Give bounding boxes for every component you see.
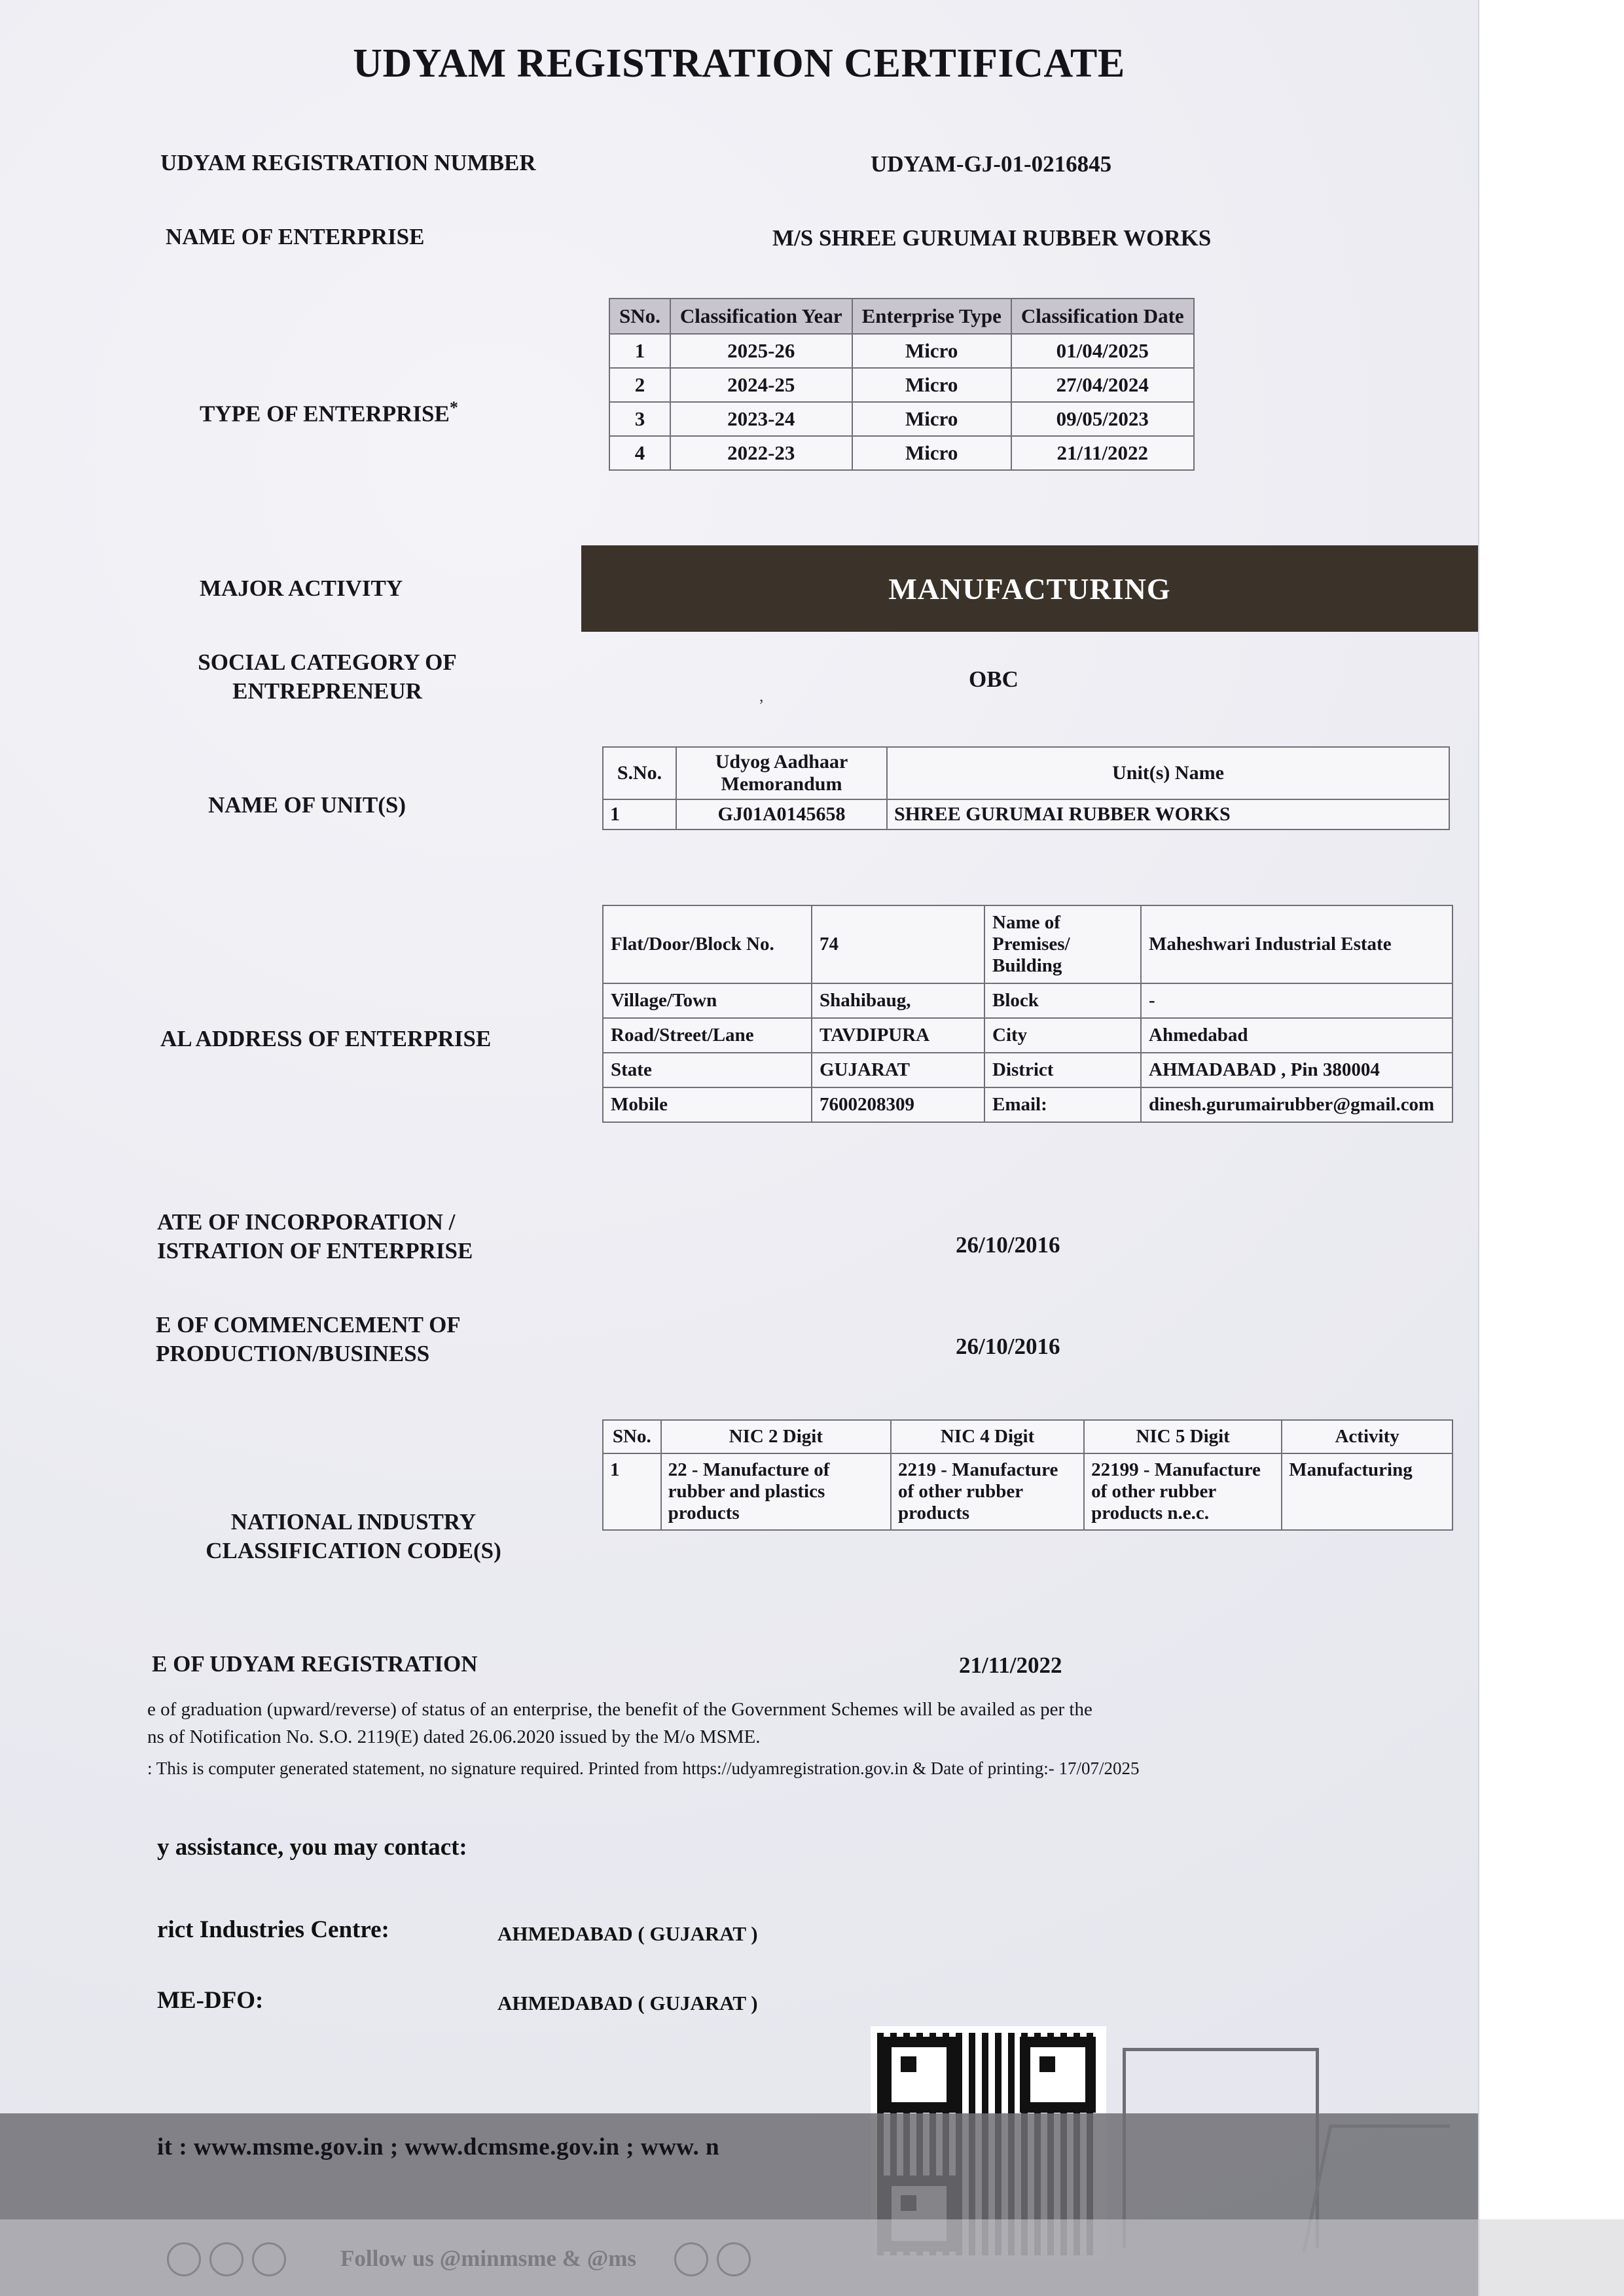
cell-key: Village/Town: [603, 983, 812, 1018]
th-unit-name: Unit(s) Name: [887, 747, 1449, 799]
date-of-commencement-value: 26/10/2016: [956, 1334, 1060, 1359]
table-row: [603, 1053, 1453, 1087]
th-activity: Activity: [1282, 1420, 1453, 1453]
qr-eye-top-right: [1020, 2037, 1096, 2113]
th-sno: SNo.: [603, 1420, 661, 1453]
cell-unit-name: SHREE GURUMAI RUBBER WORKS: [887, 799, 1449, 829]
date-of-commencement-label: E OF COMMENCEMENT OF PRODUCTION/BUSINESS: [156, 1312, 460, 1366]
type-of-enterprise-table: [609, 298, 1195, 471]
cell-date: 21/11/2022: [1011, 436, 1194, 470]
dic-value: AHMEDABAD ( GUJARAT ): [497, 1922, 758, 1945]
th-nic2: NIC 2 Digit: [661, 1420, 891, 1453]
enterprise-name-label: NAME OF ENTERPRISE: [166, 224, 425, 249]
table-row: [603, 1087, 1453, 1122]
dfo-value: AHMEDABAD ( GUJARAT ): [497, 1992, 758, 2014]
cell-key2: District: [984, 1053, 1141, 1087]
cell-key2: Block: [984, 983, 1141, 1018]
cell-value2: -: [1141, 983, 1453, 1018]
cell-key: Mobile: [603, 1087, 812, 1122]
table-header-row: [603, 1420, 1453, 1453]
cell-type: Micro: [852, 368, 1011, 402]
type-of-enterprise-label-text: TYPE OF ENTERPRISE: [200, 401, 450, 427]
cell-value2: Ahmedabad: [1141, 1018, 1453, 1053]
stray-mark: ,: [759, 686, 764, 705]
major-activity-value: MANUFACTURING: [581, 545, 1478, 632]
cell-sno: 1: [603, 799, 676, 829]
date-of-udyam-registration-value: 21/11/2022: [959, 1652, 1062, 1678]
table-header-row: [603, 747, 1449, 799]
cell-sno: 4: [609, 436, 670, 470]
cell-nic5: 22199 - Manufacture of other rubber products n.e.c.: [1084, 1453, 1282, 1530]
cell-date: 27/04/2024: [1011, 368, 1194, 402]
date-of-incorporation-value: 26/10/2016: [956, 1232, 1060, 1258]
cell-year: 2023-24: [670, 402, 852, 436]
cell-nic4: 2219 - Manufacture of other rubber products: [891, 1453, 1084, 1530]
address-table: [602, 905, 1453, 1123]
th-sno: SNo.: [609, 299, 670, 334]
cell-value: TAVDIPURA: [812, 1018, 984, 1053]
type-of-enterprise-asterisk: *: [449, 398, 458, 417]
cell-key2: Name of Premises/ Building: [984, 905, 1141, 983]
type-of-enterprise-label: [200, 397, 458, 428]
contact-heading: y assistance, you may contact:: [157, 1834, 467, 1861]
enterprise-name-value: M/S SHREE GURUMAI RUBBER WORKS: [772, 225, 1212, 251]
cell-type: Micro: [852, 436, 1011, 470]
cell-key: Road/Street/Lane: [603, 1018, 812, 1053]
cell-value: 74: [812, 905, 984, 983]
th-classification-date: Classification Date: [1011, 299, 1194, 334]
date-of-udyam-registration-label: E OF UDYAM REGISTRATION: [152, 1651, 478, 1677]
cell-nic2: 22 - Manufacture of rubber and plastics products: [661, 1453, 891, 1530]
cell-key: State: [603, 1053, 812, 1087]
table-row: [609, 334, 1194, 368]
table-row: [609, 368, 1194, 402]
table-row: [603, 1018, 1453, 1053]
cell-value2: AHMADABAD , Pin 380004: [1141, 1053, 1453, 1087]
cell-sno: 1: [603, 1453, 661, 1530]
cell-uam: GJ01A0145658: [676, 799, 887, 829]
cell-year: 2024-25: [670, 368, 852, 402]
cell-sno: 2: [609, 368, 670, 402]
qr-eye-top-left: [881, 2037, 957, 2113]
th-sno: S.No.: [603, 747, 676, 799]
page-right-margin: [1478, 0, 1624, 2296]
th-classification-year: Classification Year: [670, 299, 852, 334]
social-category-label: SOCIAL CATEGORY OF ENTREPRENEUR: [198, 649, 457, 704]
cell-key: Flat/Door/Block No.: [603, 905, 812, 983]
table-header-row: [609, 299, 1194, 334]
nic-table: [602, 1419, 1453, 1531]
table-row: [609, 402, 1194, 436]
name-of-units-label: NAME OF UNIT(S): [208, 792, 406, 818]
nic-label: NATIONAL INDUSTRY CLASSIFICATION CODE(S): [206, 1509, 501, 1563]
th-enterprise-type: Enterprise Type: [852, 299, 1011, 334]
table-row: [603, 983, 1453, 1018]
cell-date: 01/04/2025: [1011, 334, 1194, 368]
dic-label: rict Industries Centre:: [157, 1916, 389, 1943]
page-title: UDYAM REGISTRATION CERTIFICATE: [353, 41, 1125, 86]
date-of-incorporation-label: ATE OF INCORPORATION / ISTRATION OF ENTERPRISE: [157, 1209, 473, 1264]
registration-number-value: UDYAM-GJ-01-0216845: [871, 151, 1112, 177]
units-table: [602, 746, 1450, 830]
page-bottom-shadow: [0, 2219, 1624, 2296]
cell-year: 2022-23: [670, 436, 852, 470]
th-uam: Udyog Aadhaar Memorandum: [676, 747, 887, 799]
table-row: [603, 799, 1449, 829]
cell-value: 7600208309: [812, 1087, 984, 1122]
cell-sno: 3: [609, 402, 670, 436]
cell-value2: Maheshwari Industrial Estate: [1141, 905, 1453, 983]
table-row: [603, 1453, 1453, 1530]
cell-type: Micro: [852, 402, 1011, 436]
th-nic4: NIC 4 Digit: [891, 1420, 1084, 1453]
cell-year: 2025-26: [670, 334, 852, 368]
social-category-value: OBC: [969, 666, 1019, 692]
cell-value: Shahibaug,: [812, 983, 984, 1018]
official-address-label: AL ADDRESS OF ENTERPRISE: [160, 1026, 492, 1051]
cell-value: GUJARAT: [812, 1053, 984, 1087]
note-line-3: : This is computer generated statement, no signature required. Printed from https://udyamregistration.gov.in & Date of printing:- 17/07/2025: [147, 1758, 1140, 1778]
cell-date: 09/05/2023: [1011, 402, 1194, 436]
footer-websites: it : www.msme.gov.in ; www.dcmsme.gov.in ; www. n: [157, 2134, 720, 2160]
registration-number-label: UDYAM REGISTRATION NUMBER: [160, 150, 536, 175]
table-row: [603, 905, 1453, 983]
cell-value2: dinesh.gurumairubber@gmail.com: [1141, 1087, 1453, 1122]
cell-key2: Email:: [984, 1087, 1141, 1122]
cell-activity: Manufacturing: [1282, 1453, 1453, 1530]
note-line-1: e of graduation (upward/reverse) of status of an enterprise, the benefit of the Government Schemes will be availed as per the: [147, 1699, 1092, 1720]
major-activity-label: MAJOR ACTIVITY: [200, 575, 403, 601]
table-row: [609, 436, 1194, 470]
cell-type: Micro: [852, 334, 1011, 368]
cell-key2: City: [984, 1018, 1141, 1053]
th-nic5: NIC 5 Digit: [1084, 1420, 1282, 1453]
cell-sno: 1: [609, 334, 670, 368]
note-line-2: ns of Notification No. S.O. 2119(E) dated 26.06.2020 issued by the M/o MSME.: [147, 1726, 761, 1747]
dfo-label: ME-DFO:: [157, 1987, 264, 2014]
